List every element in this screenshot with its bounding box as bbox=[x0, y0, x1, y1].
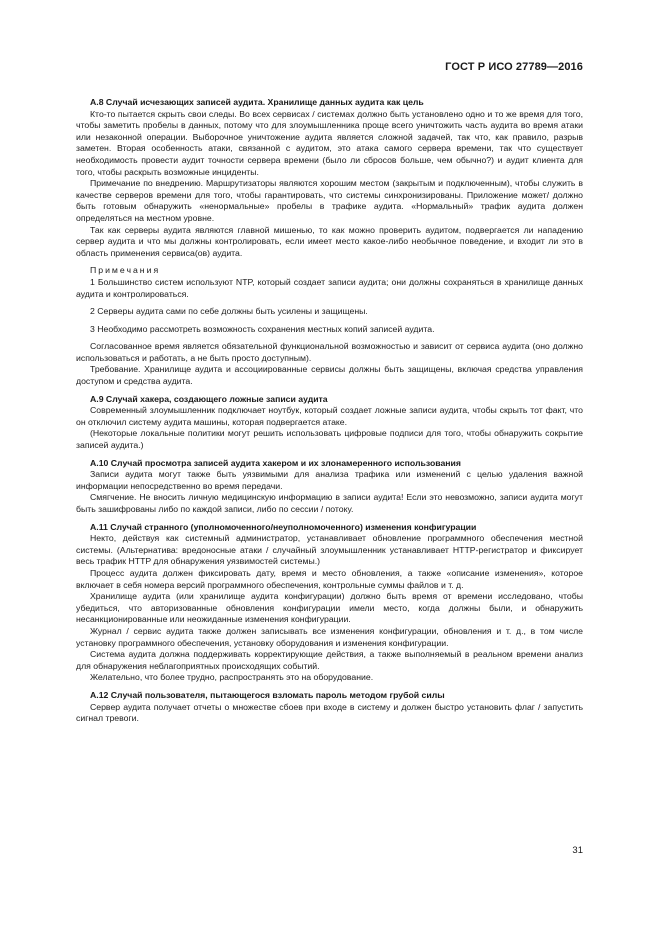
paragraph: Желательно, что более трудно, распространять это на оборудование. bbox=[90, 672, 374, 683]
section-heading: А.11 Случай странного (уполномоченного/неуполномоченного) изменения конфигурации bbox=[90, 521, 477, 532]
section-heading: А.10 Случай просмотра записей аудита хакером и их злонамеренного использования bbox=[90, 457, 461, 468]
paragraph: Система аудита должна поддерживать корректирующие действия, а также выполняемый в реальном времени анализ для обнаружения неблагоприятных происходящих событий. bbox=[76, 649, 583, 671]
paragraph: (Некоторые локальные политики могут решить использовать цифровые подписи для того, чтобы обнаружить сокрытие записей аудита.) bbox=[76, 428, 583, 451]
paragraph: Некто, действуя как системный администратор, устанавливает обновление программного обеспечения местной системы. (Альтернатива: вредоносные атаки / случайный злоумышленник устанавливает HTTP-регистратор и фиксирует весь трафик HTTP для обнаружения уязвимостей системы.) bbox=[76, 533, 583, 567]
paragraph: Требование. Хранилище аудита и ассоциированные сервисы должны быть защищены, включая средства управления доступом и средства аудита. bbox=[76, 364, 583, 387]
paragraph: Примечание по внедрению. Маршрутизаторы являются хорошим местом (закрытым и подключенным), чтобы служить в качестве серверов времени для того, чтобы гарантировать, что системы синхронизированы. Приложение может/ должно быть готовым обнаружить «ненормальные» пробелы в трафике аудита. «Нормальный» трафик аудита должен определяться на местном уровне. bbox=[76, 178, 583, 223]
paragraph: 1 Большинство систем используют NTP, который создает записи аудита; они должны сохраняться в хранилище данных аудита и контролироваться. bbox=[76, 276, 583, 299]
paragraph: Сервер аудита получает отчеты о множестве сбоев при входе в систему и должен быстро установить флаг / запустить сигнал тревоги. bbox=[76, 701, 583, 724]
paragraph: Хранилище аудита (или хранилище аудита конфигурации) должно быть время от времени исследовано, чтобы убедиться, что авторизованные обновления конфигурации имели место, когда должны были, и обнаружить несанкционированные или неожиданные изменения конфигурации. bbox=[76, 591, 583, 625]
page-number: 31 bbox=[572, 845, 583, 856]
paragraph: Журнал / сервис аудита также должен записывать все изменения конфигурации, обновления и т. д., в том числе установку программного обеспечения, установку оборудования и изменения конфигурации. bbox=[76, 625, 583, 648]
standard-header: ГОСТ Р ИСО 27789—2016 bbox=[445, 61, 583, 73]
paragraph: Смягчение. Не вносить личную медицинскую информацию в записи аудита! Если это невозможно, записи аудита могут быть зашифрованы либо по каждой записи, либо по сессии / потоку. bbox=[76, 492, 583, 514]
document-body bbox=[76, 91, 583, 725]
notes-title: Примечания bbox=[90, 265, 161, 276]
paragraph: Процесс аудита должен фиксировать дату, время и место обновления, а также «описание изменения», которое включает в себя номера версий программного обеспечения, контрольные суммы файлов и т. д. bbox=[76, 567, 583, 590]
paragraph: 2 Серверы аудита сами по себе должны быть усилены и защищены. bbox=[90, 306, 368, 317]
paragraph: Записи аудита могут также быть уязвимыми для анализа трафика или изменений с целью удаления важной информации непосредственно во время передачи. bbox=[76, 469, 583, 491]
paragraph: Кто-то пытается скрыть свои следы. Во всех сервисах / системах должно быть установлено одно и то же время для того, чтобы заметить пробелы в данных, потому что для злоумышленника проще всего уничтожить часть аудита во время атаки или незаконной операции. Выборочное уничтожение аудита является сложной задачей, так что, как правило, разрыв заметен. Вторая особенность атаки, связанной с аудитом, это атака самого сервера времени, так что существует необходимость провести аудит точности сервера времени (было ли сбросов больше, чем обычно?) и аудит клиента для того, чтобы раскрыть возможные инциденты. bbox=[76, 108, 583, 177]
paragraph: Согласованное время является обязательной функциональной возможностью и зависит от сервиса аудита (оно должно использоваться и работать, а не быть просто доступным). bbox=[76, 341, 583, 363]
section-heading: А.12 Случай пользователя, пытающегося взломать пароль методом грубой силы bbox=[90, 689, 445, 700]
paragraph: Так как серверы аудита являются главной мишенью, то как можно проверить аудитом, подвергается ли нападению сервер аудита и что мы должны контролировать, если имеет место какое-либо необычное поведение, и входит ли это в область применения сервиса(ов) аудита. bbox=[76, 224, 583, 258]
section-heading: А.9 Случай хакера, создающего ложные записи аудита bbox=[90, 393, 328, 404]
section-heading: А.8 Случай исчезающих записей аудита. Хранилище данных аудита как цель bbox=[90, 97, 424, 107]
paragraph: 3 Необходимо рассмотреть возможность сохранения местных копий записей аудита. bbox=[90, 323, 435, 334]
paragraph: Современный злоумышленник подключает ноутбук, который создает ложные записи аудита, чтобы скрыть тот факт, что он отключил систему аудита машины, которая подвергается атаке. bbox=[76, 405, 583, 427]
